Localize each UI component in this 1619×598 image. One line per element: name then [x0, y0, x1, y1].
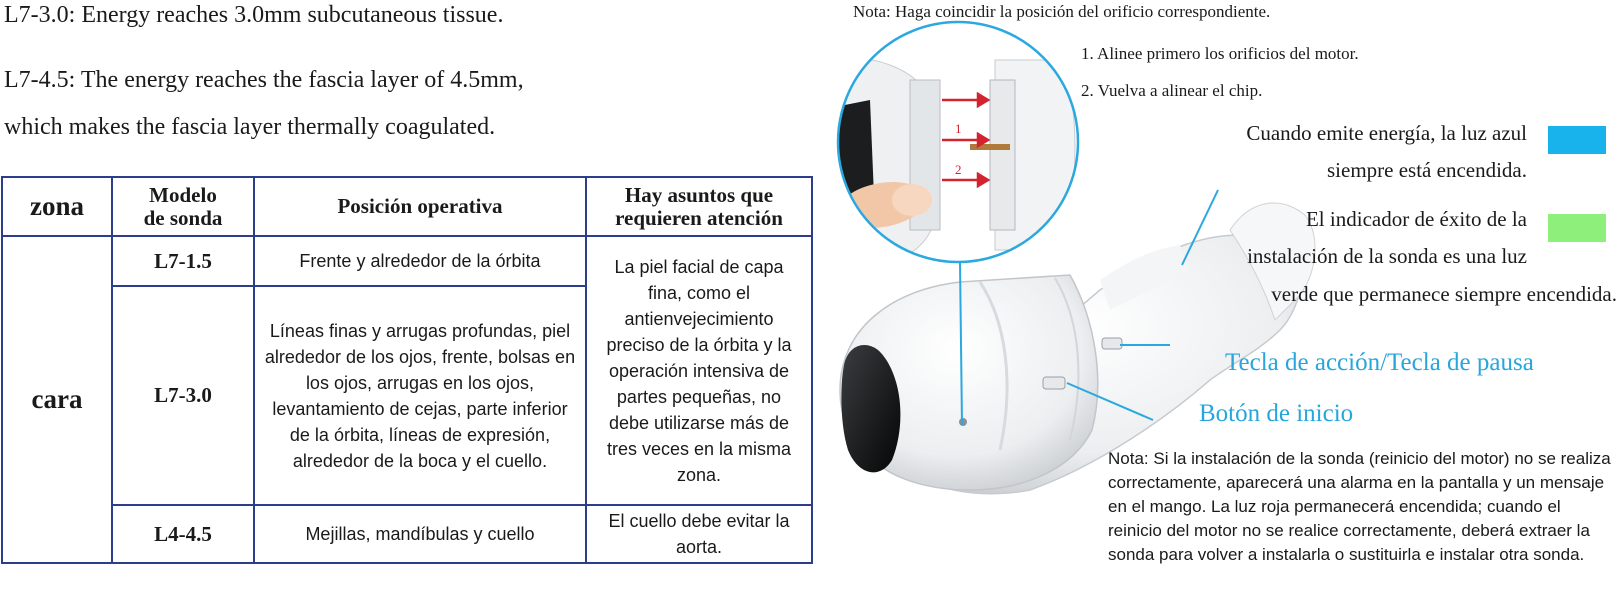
action-key-label: Tecla de acción/Tecla de pausa — [1225, 349, 1534, 376]
attention-cell-neck: El cuello debe evitar la aorta. — [586, 505, 812, 563]
header-atencion: Hay asuntos que requieren atención — [586, 177, 812, 236]
blue-light-text-2: siempre está encendida. — [1327, 158, 1527, 182]
step-1: 1. Alinee primero los orificios del motor. — [1081, 44, 1359, 63]
attention-cell: La piel facial de capa fina, como el antienvejecimiento preciso de la órbita y la operación intensiva de partes pequeñas, no debe utilizarse más de tres veces en la misma zona. — [586, 236, 812, 505]
green-light-swatch — [1548, 214, 1606, 242]
position-cell: Líneas finas y arrugas profundas, piel alrededor de los ojos, frente, bolsas en los ojos, arrugas en los ojos, levantamiento de cejas, parte inferior de la órbita, líneas de expresión, alrededor de la boca y el cuello. — [254, 286, 586, 505]
header-modelo: Modelo de sonda — [112, 177, 254, 236]
step-2: 2. Vuelva a alinear el chip. — [1081, 81, 1263, 100]
model-cell: L4-4.5 — [112, 505, 254, 563]
green-light-text-3: verde que permanece siempre encendida. — [1271, 282, 1617, 306]
table-row — [2, 505, 812, 563]
position-cell: Frente y alrededor de la órbita — [254, 236, 586, 286]
zona-cara: cara — [2, 236, 112, 563]
arrow-number-2: 2 — [955, 162, 962, 177]
green-light-text-2: instalación de la sonda es una luz — [1247, 244, 1527, 268]
zoom-inset — [830, 22, 1078, 265]
probe-table — [1, 176, 813, 564]
indicator-led — [959, 418, 967, 426]
model-cell: L7-1.5 — [112, 236, 254, 286]
table-row — [2, 236, 812, 286]
arrow-number-1: 1 — [955, 121, 962, 136]
header-zona: zona — [2, 177, 112, 236]
blue-light-text-1: Cuando emite energía, la luz azul — [1246, 121, 1527, 145]
action-button-shape — [1102, 338, 1122, 349]
note-bottom: Nota: Si la instalación de la sonda (reinicio del motor) no se realiza correctamente, aparecerá una alarma en la pantalla y un mensaje en el mango. La luz roja permanecerá encendida; cuando el reinicio del motor no se realice correctamente, deberá extraer la sonda para volver a instalarla o sustituirla e instalar otra sonda. — [1108, 449, 1611, 564]
start-button-shape — [1043, 377, 1065, 389]
header-posicion: Posición operativa — [254, 177, 586, 236]
intro-line-1: L7-3.0: Energy reaches 3.0mm subcutaneous tissue. — [4, 2, 504, 28]
green-light-text-1: El indicador de éxito de la — [1305, 207, 1527, 231]
position-cell: Mejillas, mandíbulas y cuello — [254, 505, 586, 563]
blue-light-swatch — [1548, 126, 1606, 154]
start-button-label: Botón de inicio — [1199, 400, 1354, 427]
table-header-row — [2, 177, 812, 236]
note-top: Nota: Haga coincidir la posición del orificio correspondiente. — [853, 2, 1271, 21]
intro-line-3: which makes the fascia layer thermally coagulated. — [4, 114, 496, 140]
model-cell: L7-3.0 — [112, 286, 254, 505]
intro-line-2: L7-4.5: The energy reaches the fascia layer of 4.5mm, — [4, 67, 524, 93]
